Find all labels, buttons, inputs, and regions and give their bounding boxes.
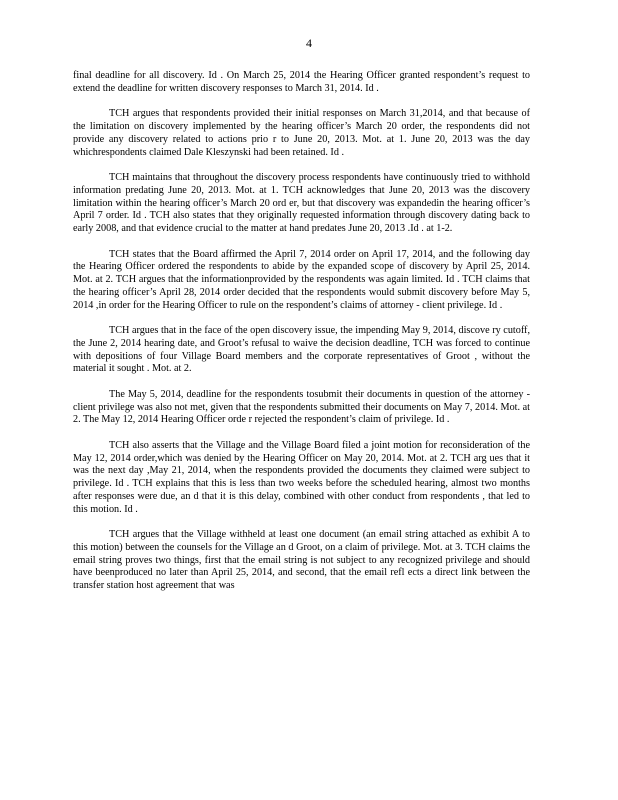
paragraph-7: TCH also asserts that the Village and the Village Board filed a joint motion for reconsideration of the May 12, 2014 order,which was denied by the Hearing Officer on May 20, 2014. Mot. at 2. TCH arg ues that it was the next day ,May 21, 2014, when the respondents provided the documents they claimed were subject to privilege. Id . TCH explains that this is less than two weeks before the scheduled hearing, almost two months after responses were due, an d that it is this delay, combined with other conduct from respondents , that led to this motion. Id . bbox=[73, 439, 530, 515]
paragraph-3: TCH maintains that throughout the discovery process respondents have continuously tried to withhold information predating June 20, 2013. Mot. at 1. TCH acknowledges that June 20, 2013 was the discovery limitation within the hearing officer’s March 20 ord er, but that discovery was expandedin the hearing officer’s April 7 order. Id . TCH also states that they originally requested information through discovery dating back to early 2008, and that evidence crucial to the matter at hand predates June 20, 2013 .Id . at 1-2. bbox=[73, 172, 530, 234]
paragraph-1: final deadline for all discovery. Id . On March 25, 2014 the Hearing Officer granted respondent’s request to extend the deadline for written discovery responses to March 31, 2014. Id . bbox=[73, 70, 530, 94]
paragraph-5: TCH argues that in the face of the open discovery issue, the impending May 9, 2014, discove ry cutoff, the June 2, 2014 hearing date, and Groot’s refusal to waive the decision deadline, TCH was forced to continue with depositions of four Village Board members and the corporate representatives of Groot , without the material it sought . Mot. at 2. bbox=[73, 325, 530, 375]
paragraph-4: TCH states that the Board affirmed the April 7, 2014 order on April 17, 2014, and the following day the Hearing Officer ordered the respondents to abide by the expanded scope of discovery by April 25, 2014. Mot. at 2. TCH argues that the informationprovided by the respondents was again limited. Id . TCH claims that the hearing officer’s April 28, 2014 order decided that the respondents would submit discovery before May 5, 2014 ,in order for the Hearing Officer to rule on the respondent’s claims of attorney - client privilege. Id . bbox=[73, 248, 530, 311]
document-body bbox=[73, 70, 530, 606]
paragraph-2: TCH argues that respondents provided their initial responses on March 31,2014, and that because of the limitation on discovery implemented by the hearing officer’s March 20 order, the respondents did not provide any discovery related to actions prio r to June 20, 2013. Mot. at 1. June 20, 2013 was the day whichrespondents claimed Dale Kleszynski had been retained. Id . bbox=[73, 108, 530, 158]
page-number: 4 bbox=[306, 36, 312, 50]
paragraph-8: TCH argues that the Village withheld at least one document (an email string attached as exhibit A to this motion) between the counsels for the Village an d Groot, on a claim of privilege. Mot. at 3. TCH claims the email string proves two things, first that the email string is not subject to any recognized privilege and should have beenproduced no later than April 25, 2014, and second, that the email refl ects a direct link between the transfer station host agreement that was bbox=[73, 529, 530, 591]
paragraph-6: The May 5, 2014, deadline for the respondents tosubmit their documents in question of the attorney -client privilege was also not met, given that the respondents submitted their documents on May 7, 2014. Mot. at 2. The May 12, 2014 Hearing Officer orde r rejected the respondent’s claim of privilege. Id . bbox=[73, 388, 530, 426]
